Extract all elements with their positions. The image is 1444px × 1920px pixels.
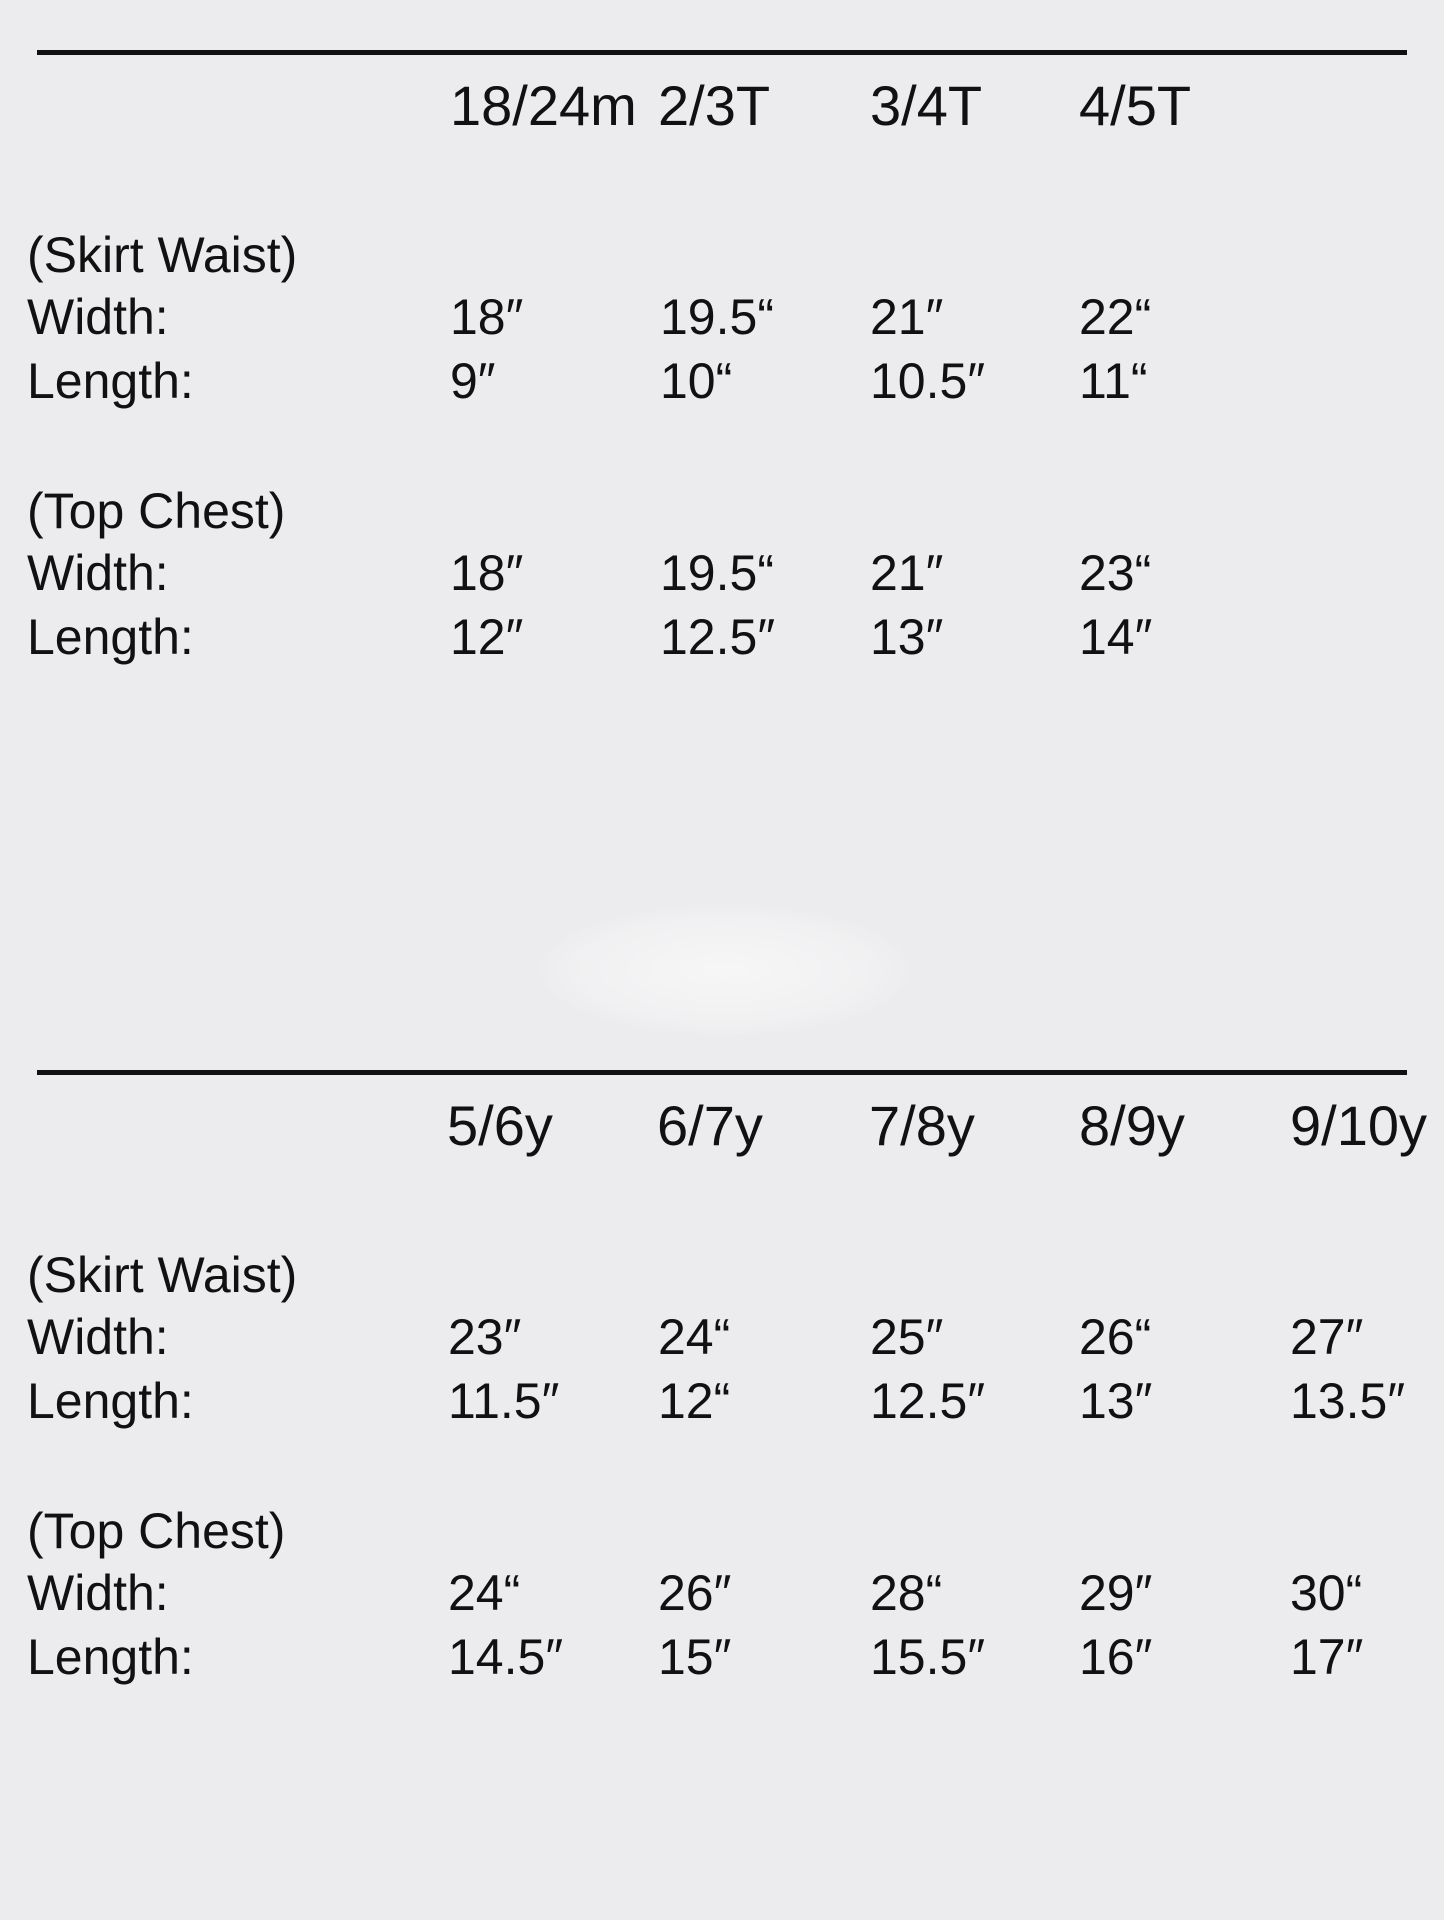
size-header: 7/8y [869, 1094, 975, 1157]
measurement-cell: 19.5“ [660, 289, 774, 345]
size-header: 9/10y [1290, 1094, 1427, 1157]
measurement-cell: 26″ [658, 1565, 732, 1621]
size-header: 18/24m [450, 74, 637, 137]
row-label-width: Width: [27, 545, 169, 601]
measurement-cell: 30“ [1290, 1565, 1363, 1621]
measurement-cell: 12.5″ [870, 1373, 986, 1429]
measurement-cell: 27″ [1290, 1309, 1364, 1365]
measurement-cell: 23“ [1079, 545, 1152, 601]
group-title-top-chest: (Top Chest) [27, 1503, 286, 1559]
row-label-length: Length: [27, 1373, 194, 1429]
measurement-cell: 12″ [450, 609, 524, 665]
measurement-cell: 29″ [1079, 1565, 1153, 1621]
measurement-cell: 11“ [1079, 353, 1148, 409]
row-label-length: Length: [27, 1629, 194, 1685]
measurement-cell: 21″ [870, 545, 944, 601]
measurement-cell: 10“ [660, 353, 733, 409]
measurement-cell: 13.5″ [1290, 1373, 1406, 1429]
measurement-cell: 19.5“ [660, 545, 774, 601]
measurement-cell: 26“ [1079, 1309, 1152, 1365]
measurement-cell: 23″ [448, 1309, 522, 1365]
measurement-cell: 12“ [658, 1373, 731, 1429]
measurement-cell: 15″ [658, 1629, 732, 1685]
group-title-top-chest: (Top Chest) [27, 483, 286, 539]
row-label-length: Length: [27, 353, 194, 409]
measurement-cell: 14″ [1079, 609, 1153, 665]
size-header: 8/9y [1079, 1094, 1185, 1157]
group-title-skirt-waist: (Skirt Waist) [27, 227, 298, 283]
measurement-cell: 24“ [658, 1309, 731, 1365]
measurement-cell: 11.5″ [448, 1373, 560, 1429]
measurement-cell: 18″ [450, 289, 524, 345]
size-header: 6/7y [657, 1094, 763, 1157]
measurement-cell: 24“ [448, 1565, 521, 1621]
size-header: 2/3T [658, 74, 771, 137]
measurement-cell: 15.5″ [870, 1629, 986, 1685]
size-header: 5/6y [447, 1094, 553, 1157]
measurement-cell: 13″ [1079, 1373, 1153, 1429]
measurement-cell: 16″ [1079, 1629, 1153, 1685]
size-header: 3/4T [870, 74, 983, 137]
measurement-cell: 14.5″ [448, 1629, 564, 1685]
size-header: 4/5T [1079, 74, 1192, 137]
measurement-cell: 9″ [450, 353, 496, 409]
measurement-cell: 17″ [1290, 1629, 1364, 1685]
measurement-cell: 18″ [450, 545, 524, 601]
group-title-skirt-waist: (Skirt Waist) [27, 1247, 298, 1303]
measurement-cell: 10.5″ [870, 353, 986, 409]
watermark [540, 905, 910, 1035]
row-label-width: Width: [27, 289, 169, 345]
top-rule [37, 50, 1407, 55]
row-label-length: Length: [27, 609, 194, 665]
measurement-cell: 22“ [1079, 289, 1152, 345]
measurement-cell: 21″ [870, 289, 944, 345]
measurement-cell: 13″ [870, 609, 944, 665]
measurement-cell: 25″ [870, 1309, 944, 1365]
middle-rule [37, 1070, 1407, 1075]
measurement-cell: 12.5″ [660, 609, 776, 665]
measurement-cell: 28“ [870, 1565, 943, 1621]
row-label-width: Width: [27, 1565, 169, 1621]
row-label-width: Width: [27, 1309, 169, 1365]
